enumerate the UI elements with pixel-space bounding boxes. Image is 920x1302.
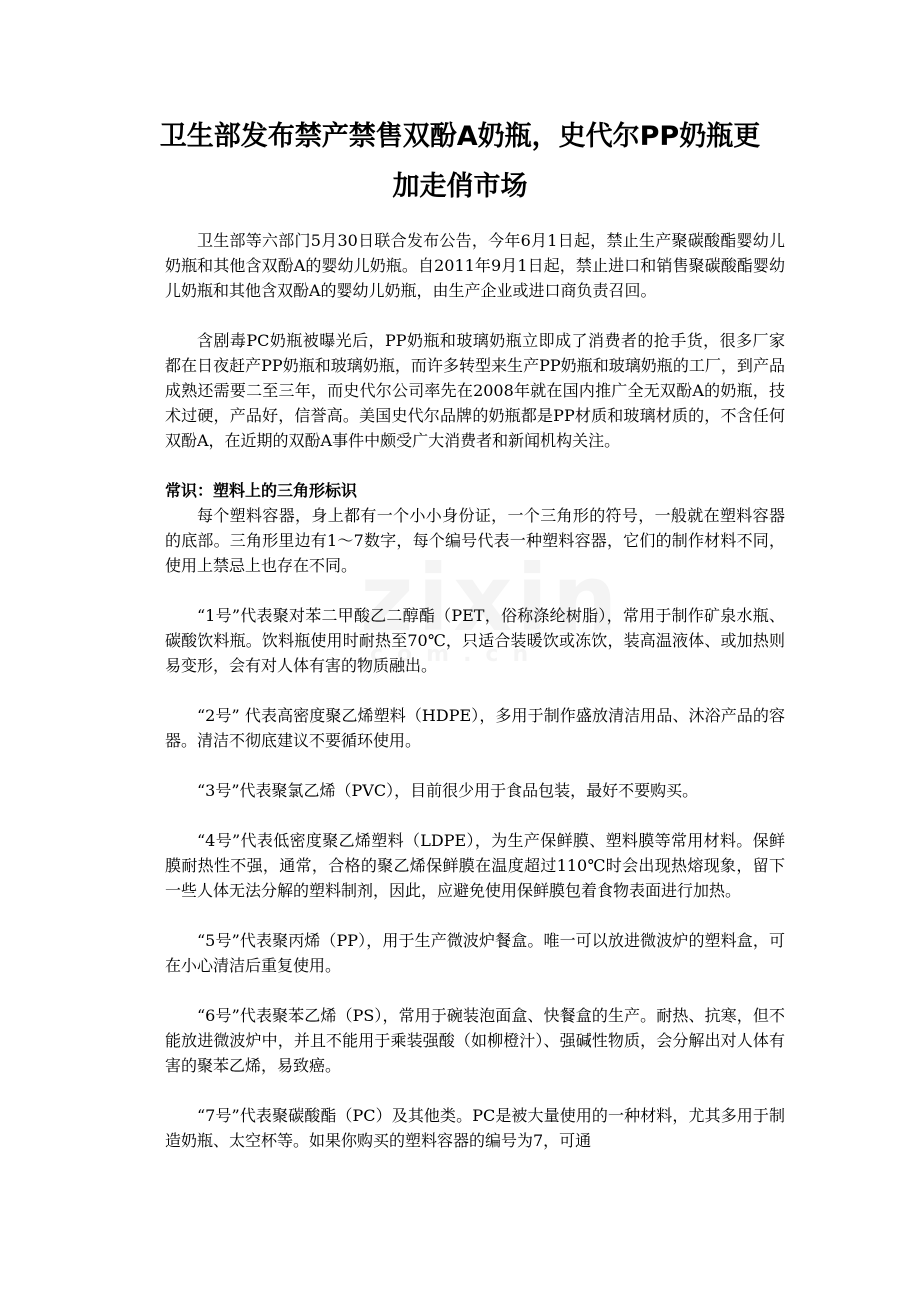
item-7-pc: “7号”代表聚碳酸酯（PC）及其他类。PC是被大量使用的一种材料，尤其多用于制造奶瓶、太空杯等。如果你购买的塑料容器的编号为7，可通 bbox=[165, 1106, 785, 1150]
item-3-pvc: “3号”代表聚氯乙烯（PVC），目前很少用于食品包装，最好不要购买。 bbox=[197, 781, 699, 800]
item-6-ps: “6号”代表聚苯乙烯（PS），常用于碗装泡面盒、快餐盒的生产。耐热、抗寒，但不能放进微波炉中，并且不能用于乘装强酸（如柳橙汁）、强碱性物质，会分解出对人体有害的聚苯乙烯，易致癌。 bbox=[165, 1006, 785, 1075]
item-2-hdpe: “2号” 代表高密度聚乙烯塑料（HDPE），多用于制作盛放清洁用品、沐浴产品的容器。清洁不彻底建议不要循环使用。 bbox=[165, 706, 785, 750]
item-1-pet: “1号”代表聚对苯二甲酸乙二醇酯（PET，俗称涤纶树脂），常用于制作矿泉水瓶、碳酸饮料瓶。饮料瓶使用时耐热至70℃，只适合装暖饮或冻饮，装高温液体、或加热则易变形，会有对人体有害的物质融出。 bbox=[165, 606, 785, 675]
title-line-2: 加走俏市场 bbox=[392, 171, 528, 202]
title-line-1: 卫生部发布禁产禁售双酚A奶瓶，史代尔PP奶瓶更 bbox=[159, 121, 761, 152]
section-heading: 常识：塑料上的三角形标识 bbox=[165, 481, 358, 500]
document-title bbox=[120, 112, 800, 212]
item-5-pp: “5号”代表聚丙烯（PP），用于生产微波炉餐盒。唯一可以放进微波炉的塑料盒，可在小心清洁后重复使用。 bbox=[165, 931, 785, 975]
document-body bbox=[165, 228, 785, 1153]
paragraph-triangle-intro: 每个塑料容器，身上都有一个小小身份证，一个三角形的符号，一般就在塑料容器的底部。三角形里边有1～7数字，每个编号代表一种塑料容器，它们的制作材料不同，使用上禁忌上也存在不同。 bbox=[165, 506, 785, 575]
paragraph-announcement: 卫生部等六部门5月30日联合发布公告，今年6月1日起，禁止生产聚碳酸酯婴幼儿奶瓶和其他含双酚A的婴幼儿奶瓶。自2011年9月1日起，禁止进口和销售聚碳酸酯婴幼儿奶瓶和其他含双酚A的婴幼儿奶瓶，由生产企业或进口商负责召回。 bbox=[165, 231, 785, 300]
item-4-ldpe: “4号”代表低密度聚乙烯塑料（LDPE），为生产保鲜膜、塑料膜等常用材料。保鲜膜耐热性不强，通常，合格的聚乙烯保鲜膜在温度超过110℃时会出现热熔现象，留下一些人体无法分解的塑料制剂，因此，应避免使用保鲜膜包着食物表面进行加热。 bbox=[165, 831, 785, 900]
paragraph-pp-bottles: 含剧毒PC奶瓶被曝光后，PP奶瓶和玻璃奶瓶立即成了消费者的抢手货，很多厂家都在日夜赶产PP奶瓶和玻璃奶瓶，而许多转型来生产PP奶瓶和玻璃奶瓶的工厂，到产品成熟还需要二至三年，而史代尔公司率先在2008年就在国内推广全无双酚A的奶瓶，技术过硬，产品好，信誉高。美国史代尔品牌的奶瓶都是PP材质和玻璃材质的，不含任何双酚A，在近期的双酚A事件中颇受广大消费者和新闻机构关注。 bbox=[165, 331, 785, 450]
